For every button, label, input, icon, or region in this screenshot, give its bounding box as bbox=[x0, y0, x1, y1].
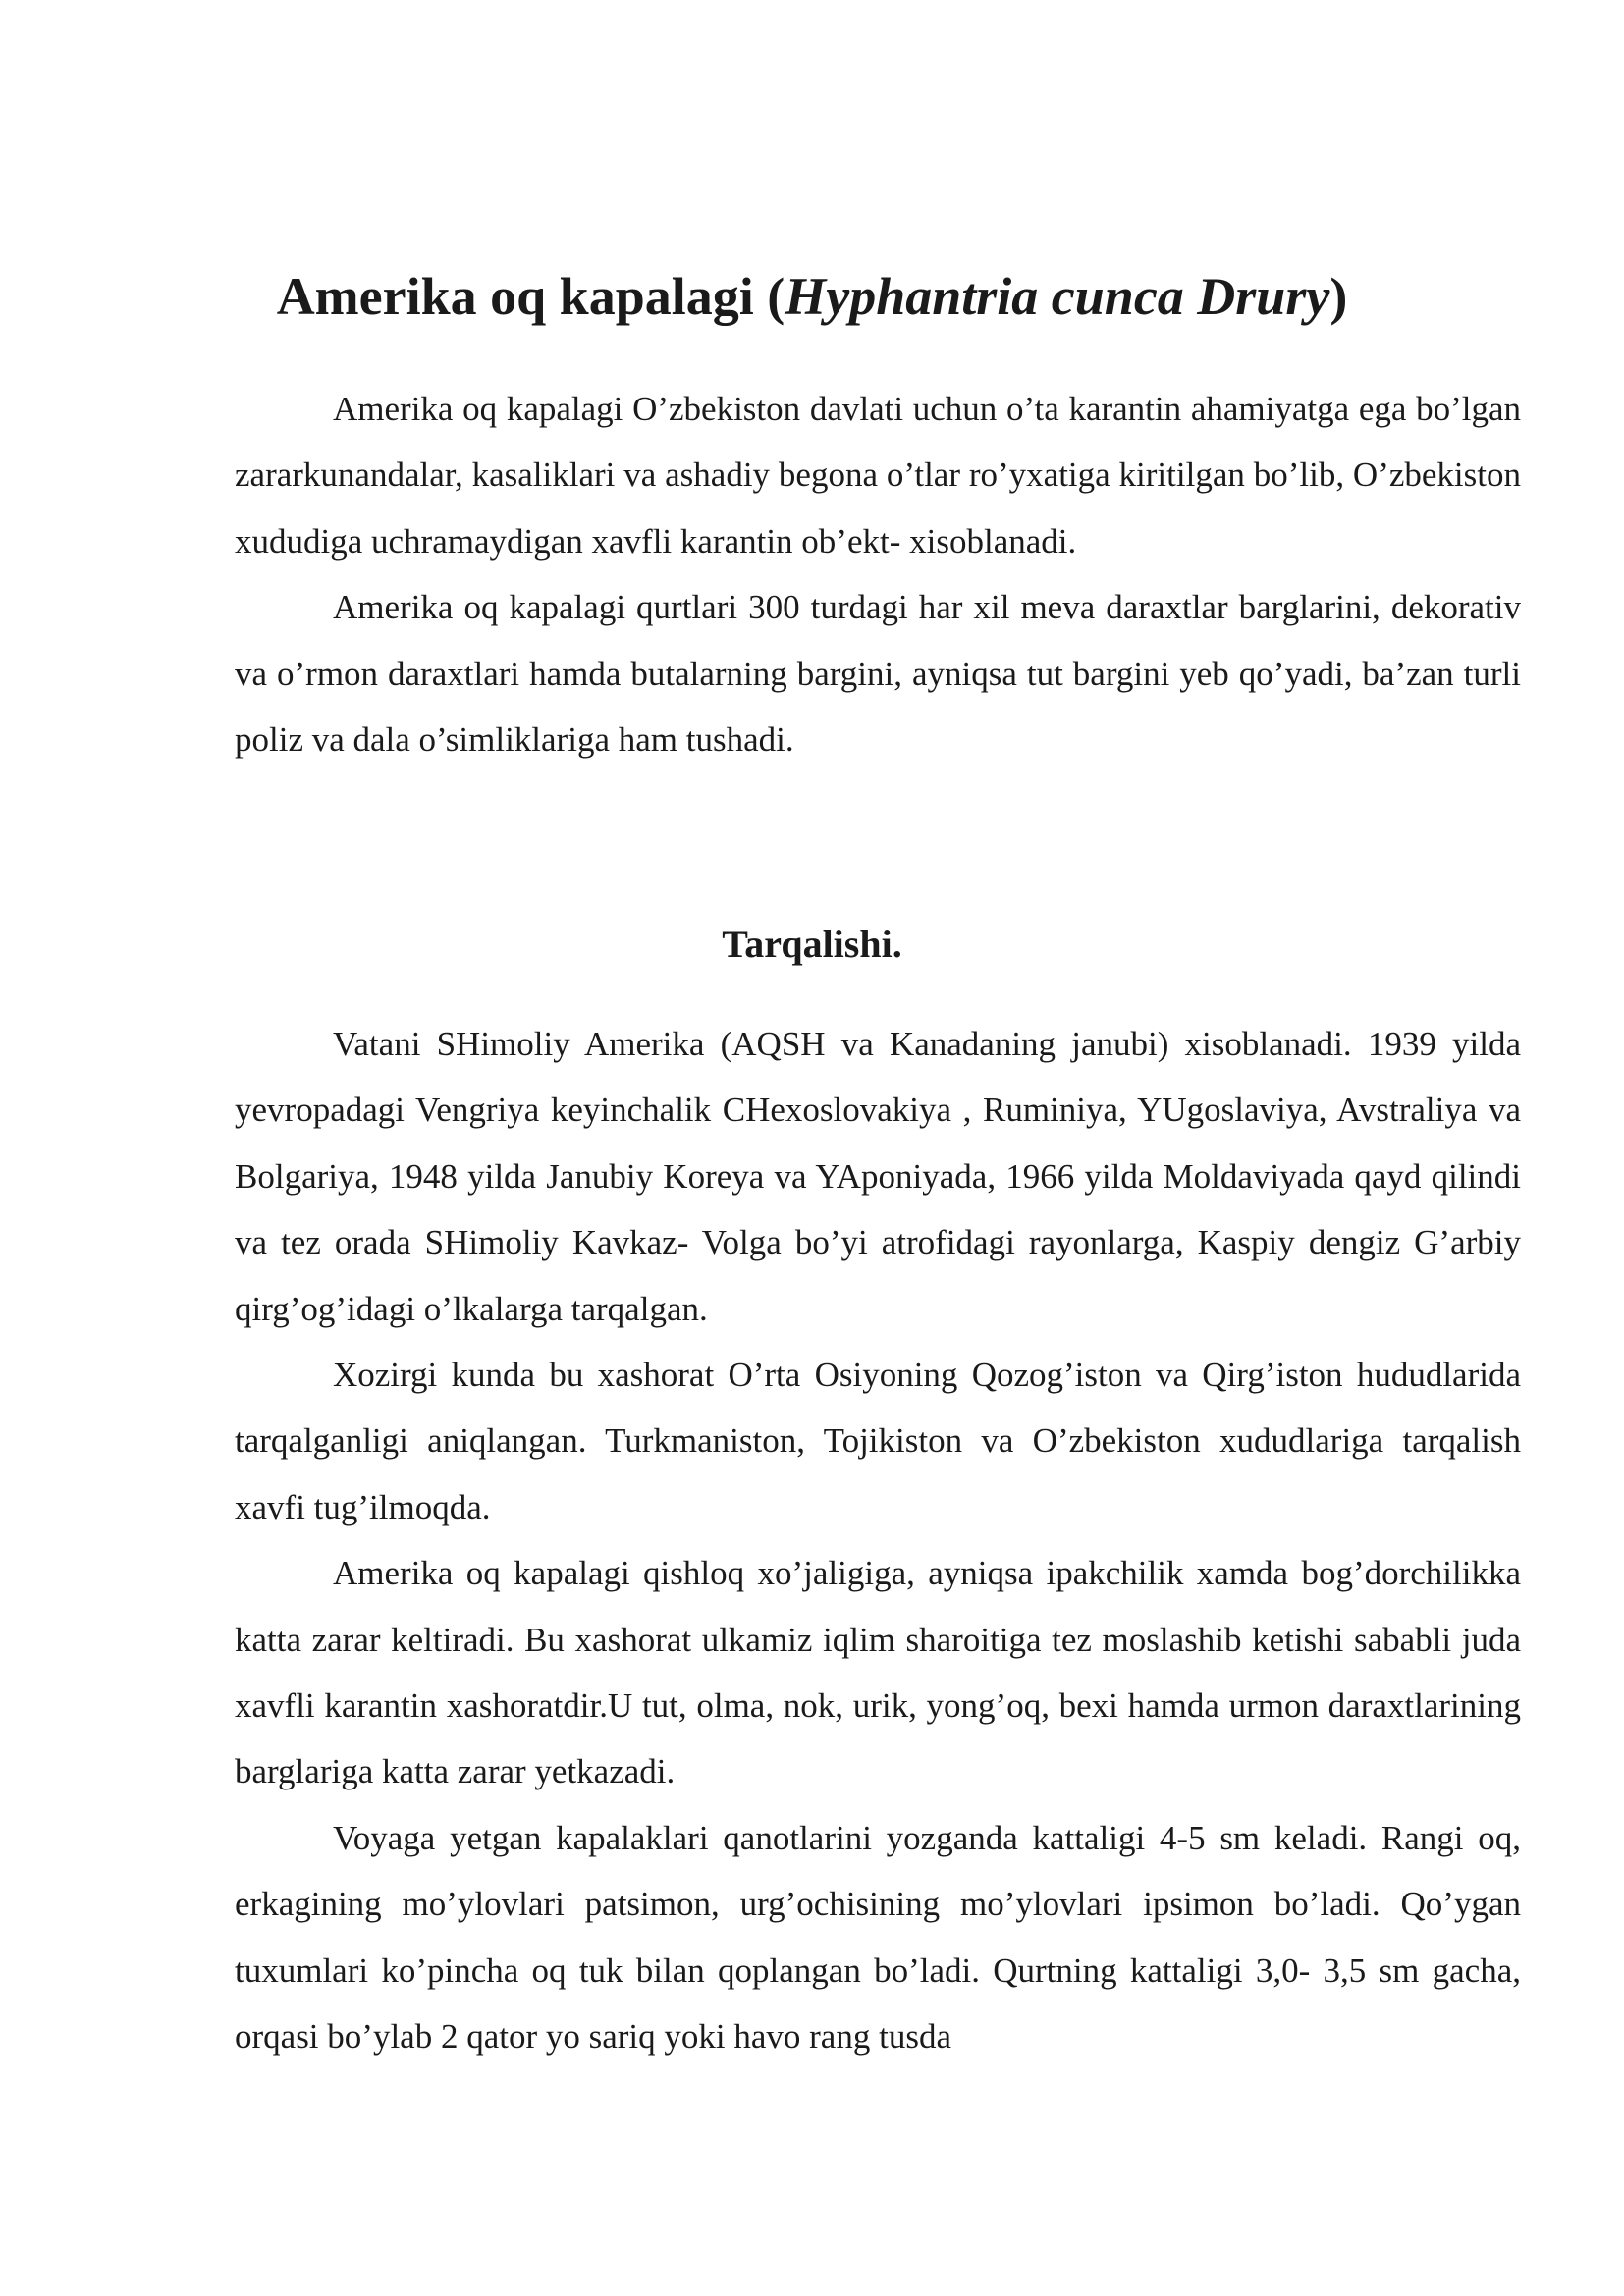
paragraph-section-2: Xozirgi kunda bu xashorat O’rta Osiyoning Qozog’iston va Qirg’iston hududlarida tarqalganligi aniqlangan. Turkmaniston, Tojikiston va O’zbekiston xududlariga tarqalish xavfi tug’ilmoqda. bbox=[235, 1356, 1521, 1526]
title-latin-name: Hyphantria cunca Drury bbox=[785, 267, 1330, 326]
document-title bbox=[0, 257, 1624, 336]
paragraph-section-3: Amerika oq kapalagi qishloq xo’jaligiga, ayniqsa ipakchilik xamda bog’dorchilikka katta zarar keltiradi. Bu xashorat ulkamiz iqlim sharoitiga tez moslashib ketishi sababli juda xavfli karantin xashoratdir.U tut, olma, nok, urik, yong’oq, bexi hamda urmon daraxtlarining barglariga katta zarar yetkazadi. bbox=[235, 1554, 1521, 1791]
paragraph-section-1: Vatani SHimoliy Amerika (AQSH va Kanadaning janubi) xisoblanadi. 1939 yilda yevropadagi Vengriya keyinchalik CHexoslovakiya , Ruminiya, YUgoslaviya, Avstraliya va Bolgariya, 1948 yilda Janubiy Koreya va YAponiyada, 1966 yilda Moldaviyada qayd qilindi va tez orada SHimoliy Kavkaz- Volga bo’yi atrofidagi rayonlarga, Kaspiy dengiz G’arbiy qirg’og’idagi o’lkalarga tarqalgan. bbox=[235, 1025, 1521, 1328]
title-prefix: Amerika oq kapalagi ( bbox=[276, 267, 785, 326]
section-heading: Tarqalishi. bbox=[722, 922, 902, 966]
paragraph-section-4: Voyaga yetgan kapalaklari qanotlarini yozganda kattaligi 4-5 sm keladi. Rangi oq, erkagining mo’ylovlari patsimon, urg’ochisining mo’ylovlari ipsimon bo’ladi. Qo’ygan tuxumlari ko’pincha oq tuk bilan qoplangan bo’ladi. Qurtning kattaligi 3,0- 3,5 sm gacha, orqasi bo’ylab 2 qator yo sariq yoki havo rang tusda bbox=[235, 1818, 1521, 2056]
intro-text-block bbox=[235, 376, 1521, 773]
paragraph-intro-2: Amerika oq kapalagi qurtlari 300 turdagi har xil meva daraxtlar barglarini, dekorativ va o’rmon daraxtlari hamda butalarning bargini, ayniqsa tut bargini yeb qo’yadi, ba’zan turli poliz va dala o’simliklariga ham tushadi. bbox=[235, 588, 1521, 760]
paragraph-intro-1: Amerika oq kapalagi O’zbekiston davlati uchun o’ta karantin ahamiyatga ega bo’lgan zararkunandalar, kasaliklari va ashadiy begona o’tlar ro’yxatiga kiritilgan bo’lib, O’zbekiston xududiga uchramaydigan xavfli karantin ob’ekt- xisoblanadi. bbox=[235, 390, 1521, 561]
section-text-block bbox=[235, 1011, 1521, 2070]
title-suffix: ) bbox=[1329, 267, 1348, 326]
